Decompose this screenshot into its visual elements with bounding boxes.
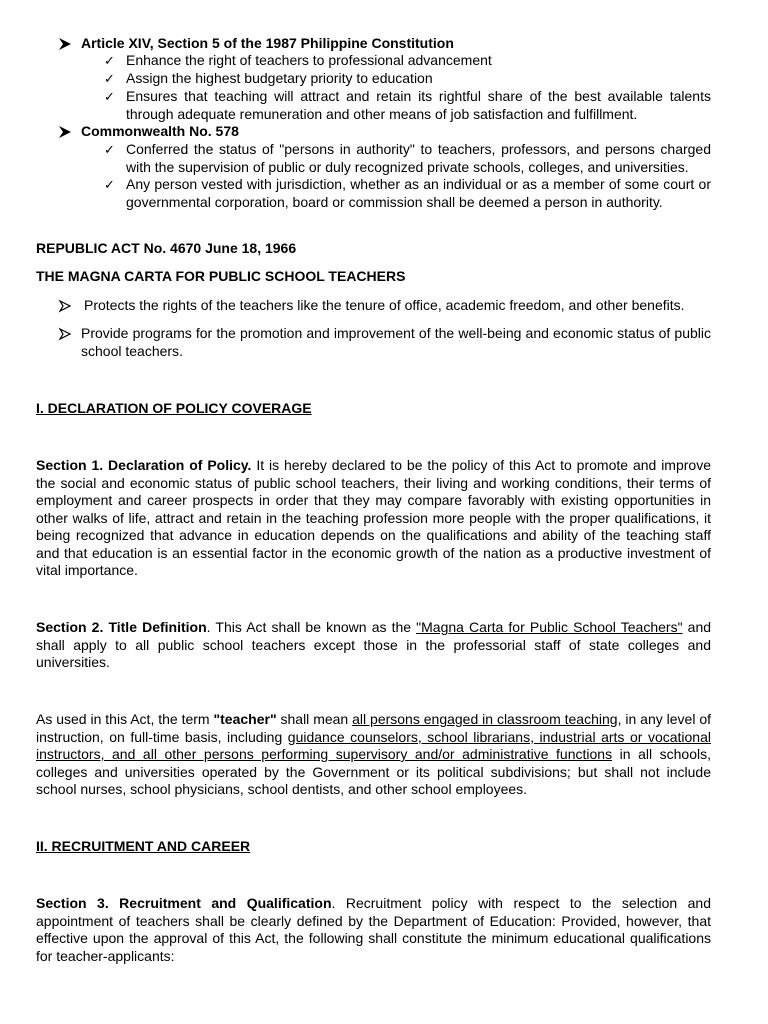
arrow-bullet-icon (58, 37, 72, 51)
list-item: Provide programs for the promotion and improvement of the well-being and economic status of public school teachers. (81, 325, 711, 359)
section-1-text: It is hereby declared to be the policy of this Act to promote and improve the social and economic status of public school teachers, their living and working conditions, their terms of employment and career prospects in order that they may compare favorably with existing opportunities in other walks of life, attract and retain in the teaching profession more people with the proper qualifications, it being recognized that advance in education depends on the qualifications and ability of the teaching staff and that education is an essential factor in the economic growth of the nation as a productive investment of vital importance. (36, 457, 711, 578)
teacher-definition-paragraph (36, 711, 711, 799)
section-heading-recruitment: II. RECRUITMENT AND CAREER (36, 838, 251, 854)
ra-heading: REPUBLIC ACT No. 4670 June 18, 1966 (36, 240, 297, 256)
section-3-label: Section 3. Recruitment and Qualification (36, 895, 332, 911)
section-1-paragraph (36, 457, 711, 580)
definition-text: shall mean (276, 711, 353, 727)
definition-underlined: all persons engaged in classroom teaching (352, 711, 618, 727)
checkmark-icon: ✓ (104, 177, 115, 192)
arrow-bullet-icon (58, 125, 72, 139)
definition-text: in all schools, colleges and universities operated by the Government or its political subdivisions; but shall not include school nurses, school physicians, school dentists, and other school employees. (36, 746, 711, 797)
definition-text: , in any level of instruction, on full-time basis, including (36, 711, 712, 745)
term-teacher: "teacher" (213, 711, 277, 727)
list-item: Ensures that teaching will attract and retain its rightful share of the best available talents through adequate remuneration and other means of job satisfaction and fulfillment. (126, 88, 711, 122)
section-heading-declaration: I. DECLARATION OF POLICY COVERAGE (36, 400, 312, 416)
section-3-text: . Recruitment policy with respect to the selection and appointment of teachers shall be clearly defined by the Department of Education: Provided, however, that effective upon the approval of this Act, the following shall constitute the minimum educational qualifications for teacher-applicants: (36, 895, 711, 964)
definition-underlined: guidance counselors, school librarians, industrial arts or vocational instructors, and all other persons performing supervisory and/or administrative functions (36, 728, 711, 762)
section-2-label: Section 2. Title Definition (36, 619, 207, 635)
checkmark-icon: ✓ (104, 71, 115, 86)
section-2-text: and shall apply to all public school teachers except those in the professorial staff of state colleges and universities. (36, 619, 712, 670)
arrow-bullet-icon (58, 299, 72, 313)
list-heading-article-xiv: Article XIV, Section 5 of the 1987 Philippine Constitution (81, 35, 454, 51)
checkmark-icon: ✓ (104, 142, 115, 157)
list-item: Conferred the status of "persons in authority" to teachers, professors, and persons charged with the supervision of public or duly recognized private schools, colleges, and universities. (126, 141, 711, 175)
arrow-bullet-icon (58, 327, 72, 341)
section-2-paragraph (36, 619, 711, 672)
section-3-paragraph (36, 895, 711, 965)
definition-text: As used in this Act, the term (36, 711, 214, 727)
list-item: Any person vested with jurisdiction, whether as an individual or as a member of some court or governmental corporation, board or commission shall be deemed a person in authority. (126, 176, 711, 210)
checkmark-icon: ✓ (104, 53, 115, 68)
section-1-label: Section 1. Declaration of Policy. (36, 457, 252, 473)
list-item: Assign the highest budgetary priority to education (126, 70, 433, 86)
magna-carta-title: "Magna Carta for Public School Teachers" (416, 619, 683, 635)
list-item: Protects the rights of the teachers like the tenure of office, academic freedom, and other benefits. (84, 297, 685, 313)
list-heading-commonwealth: Commonwealth No. 578 (81, 123, 239, 139)
checkmark-icon: ✓ (104, 89, 115, 104)
magna-carta-heading: THE MAGNA CARTA FOR PUBLIC SCHOOL TEACHERS (36, 268, 406, 284)
section-2-text: . This Act shall be known as the (206, 619, 417, 635)
list-item: Enhance the right of teachers to professional advancement (126, 52, 492, 68)
